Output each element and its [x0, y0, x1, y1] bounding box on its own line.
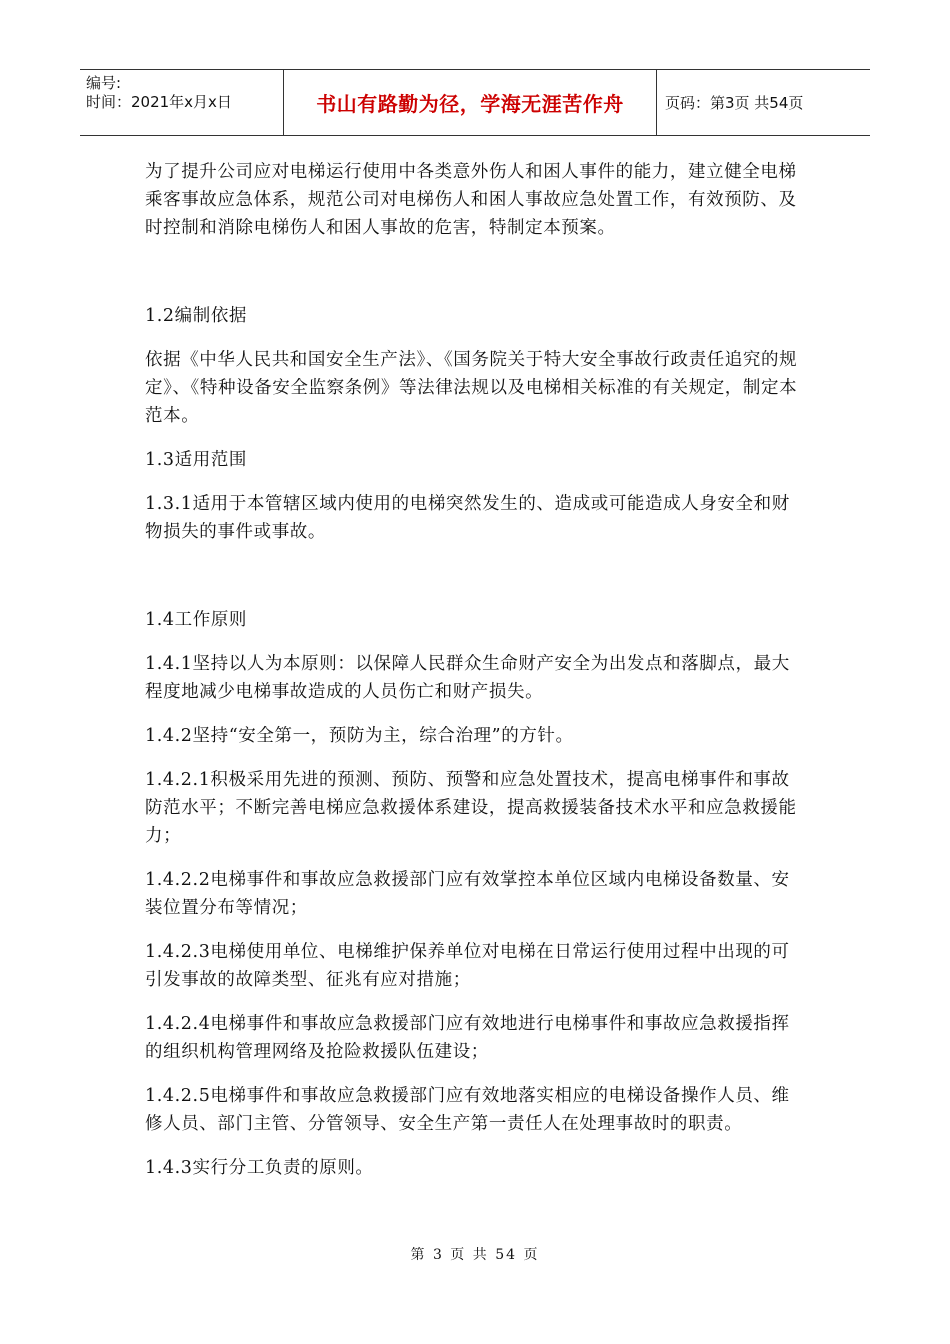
paragraph-scope: 1.3.1适用于本管辖区域内使用的电梯突然发生的、造成或可能造成人身安全和财物损失的事件或事故。 — [145, 494, 790, 542]
header-motto: 书山有路勤为径，学海无涯苦作舟 — [283, 70, 657, 135]
document-body — [145, 158, 805, 1198]
paragraph-1-4-2-3: 1.4.2.3电梯使用单位、电梯维护保养单位对电梯在日常运行使用过程中出现的可引发事故的故障类型、征兆有应对措施； — [145, 942, 790, 990]
document-header — [80, 69, 870, 136]
paragraph-basis: 依据《中华人民共和国安全生产法》、《国务院关于特大安全事故行政责任追究的规定》、《特种设备安全监察条例》等法律法规以及电梯相关标准的有关规定，制定本范本。 — [145, 350, 798, 426]
paragraph-1-4-2-5: 1.4.2.5电梯事件和事故应急救援部门应有效地落实相应的电梯设备操作人员、维修人员、部门主管、分管领导、安全生产第一责任人在处理事故时的职责。 — [145, 1086, 790, 1134]
header-page-info: 页码：第3页 共54页 — [665, 94, 804, 112]
page-footer: 第 3 页 共 54 页 — [410, 1247, 540, 1263]
section-heading-1-2: 1.2编制依据 — [145, 306, 248, 326]
paragraph-1-4-2-2: 1.4.2.2电梯事件和事故应急救援部门应有效掌控本单位区域内电梯设备数量、安装位置分布等情况； — [145, 870, 790, 918]
document-date: 时间：2021年x月x日 — [86, 93, 232, 111]
section-heading-1-3: 1.3适用范围 — [145, 450, 248, 470]
paragraph-1-4-2-4: 1.4.2.4电梯事件和事故应急救援部门应有效地进行电梯事件和事故应急救援指挥的组织机构管理网络及抢险救援队伍建设； — [145, 1014, 790, 1062]
paragraph-1-4-3: 1.4.3实行分工负责的原则。 — [145, 1158, 374, 1178]
spacer — [145, 562, 805, 606]
paragraph-1-4-2: 1.4.2坚持“安全第一，预防为主，综合治理”的方针。 — [145, 726, 574, 746]
header-meta — [80, 70, 283, 135]
paragraph-1-4-1: 1.4.1坚持以人为本原则：以保障人民群众生命财产安全为出发点和落脚点，最大程度地减少电梯事故造成的人员伤亡和财产损失。 — [145, 654, 790, 702]
paragraph-1-4-2-1: 1.4.2.1积极采用先进的预测、预防、预警和应急处置技术，提高电梯事件和事故防范水平；不断完善电梯应急救援体系建设，提高救援装备技术水平和应急救援能力； — [145, 770, 797, 846]
spacer — [145, 258, 805, 302]
intro-paragraph: 为了提升公司应对电梯运行使用中各类意外伤人和困人事件的能力，建立健全电梯乘客事故应急体系，规范公司对电梯伤人和困人事故应急处置工作，有效预防、及时控制和消除电梯伤人和困人事故的危害，特制定本预案。 — [145, 162, 797, 238]
section-heading-1-4: 1.4工作原则 — [145, 610, 248, 630]
document-number-label: 编号: — [86, 74, 122, 92]
